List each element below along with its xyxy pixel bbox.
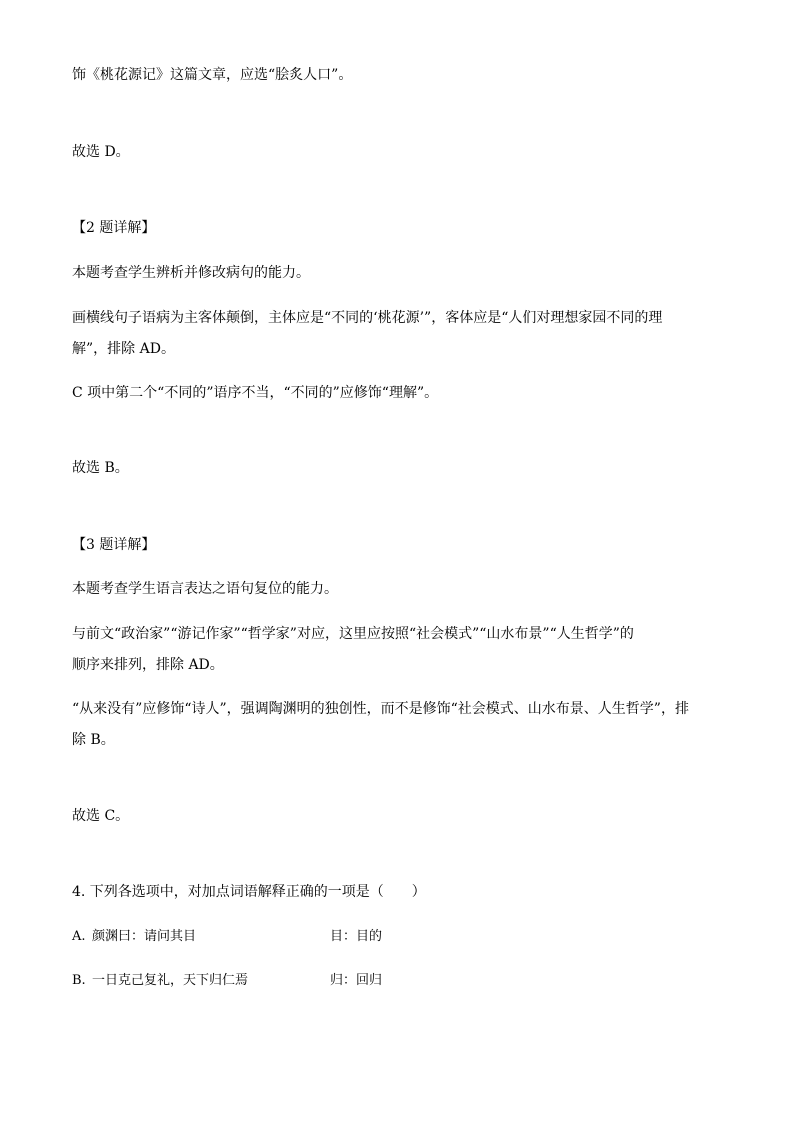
- paragraph-line: 解”，排除 AD。: [72, 341, 175, 357]
- paragraph-line: 故选 B。: [72, 460, 129, 476]
- paragraph-line: 本题考查学生辨析并修改病句的能力。: [72, 265, 310, 281]
- paragraph-line: 除 B。: [72, 732, 115, 748]
- option-text: 一日克己复礼，天下归仁焉: [92, 973, 249, 988]
- paragraph-line: 故选 C。: [72, 808, 130, 824]
- option-letter: A.: [72, 929, 86, 944]
- paragraph-line: 画横线句子语病为主客体颠倒，主体应是“不同的‘桃花源’”，客体应是“人们对理想家园不同的理: [72, 310, 663, 326]
- option-letter: B.: [72, 973, 86, 988]
- paragraph-line: 本题考查学生语言表达之语句复位的能力。: [72, 581, 338, 597]
- paragraph-line: 顺序来排列，排除 AD。: [72, 657, 224, 673]
- paragraph-line: 饰《桃花源记》这篇文章，应选“脍炙人口”。: [72, 67, 353, 83]
- paragraph-line: 故选 D。: [72, 144, 130, 160]
- paragraph-line: 与前文“政治家”“游记作家”“哲学家”对应，这里应按照“社会模式”“山水布景”“人生哲学”的: [72, 626, 634, 642]
- section-heading: 【2 题详解】: [72, 220, 156, 236]
- question-stem: 4. 下列各选项中，对加点词语解释正确的一项是（ ）: [72, 884, 426, 900]
- section-heading: 【3 题详解】: [72, 537, 156, 553]
- option-gloss: 目：目的: [330, 929, 383, 944]
- option-text: 颜渊曰：请问其目: [92, 929, 197, 944]
- paragraph-line: C 项中第二个“不同的”语序不当，“不同的”应修饰“理解”。: [72, 385, 439, 401]
- option-gloss: 归：回归: [330, 973, 383, 988]
- paragraph-line: “从来没有”应修饰“诗人”，强调陶渊明的独创性，而不是修饰“社会模式、山水布景、人生哲学”，排: [72, 701, 689, 717]
